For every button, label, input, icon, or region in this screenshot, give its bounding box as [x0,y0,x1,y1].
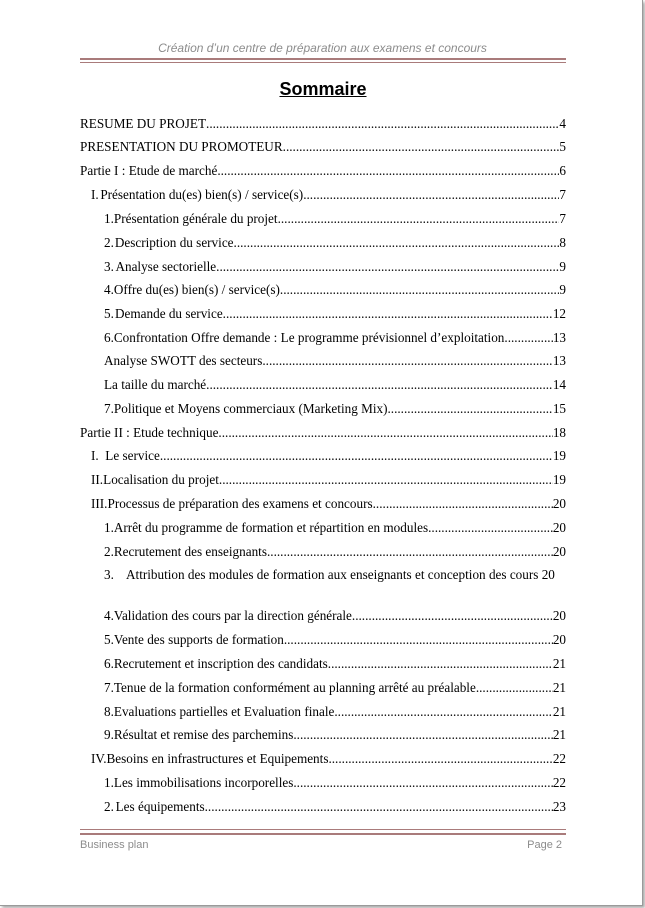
toc-entry[interactable] [104,679,566,696]
toc-leader-dots [328,655,553,672]
toc-entry-number: 3. [104,567,114,582]
toc-entry-page: 20 [552,544,566,559]
toc-entry-number: 3. [104,259,114,274]
toc-entry-page: 20 [552,496,566,511]
toc-entry-page: 13 [552,330,566,345]
toc-entry-label: Partie II : Etude technique [80,425,219,440]
toc-entry-page: 9 [559,282,566,297]
toc-entry-page: 19 [552,472,566,487]
toc-entry-page: 21 [552,680,566,695]
toc-entry-number: 4. [104,608,114,623]
toc-entry[interactable] [104,400,566,417]
toc-entry[interactable] [104,376,566,393]
toc-entry-label: Le service [105,448,160,463]
toc-entry-number: 7. [104,680,114,695]
toc-leader-dots [278,210,560,227]
toc-entry-number: 4. [104,282,114,297]
toc-entry-label: Demande du service [115,306,223,321]
toc-entry-number: 1. [104,775,114,790]
toc-leader-dots [280,281,560,298]
toc-entry-label: Analyse SWOTT des secteurs [104,353,263,368]
toc-entry-label: Evaluations partielles et Evaluation finale [113,704,335,719]
toc-entry-label: Présentation générale du projet [113,211,278,226]
toc-entry-page: 7 [559,187,566,202]
toc-entry[interactable] [104,607,566,624]
toc-entry[interactable] [104,234,566,251]
toc-entry-number: 1. [104,211,114,226]
toc-leader-dots [219,471,553,488]
toc-leader-dots [303,186,559,203]
page-title: Sommaire [279,79,367,99]
toc-entry-label: Tenue de la formation conformément au planning arrêté au préalable [113,680,476,695]
toc-entry[interactable] [91,447,566,464]
toc-entry[interactable] [104,352,566,369]
toc-entry-number: 2. [104,544,114,559]
toc-entry-label: Les immobilisations incorporelles [113,775,294,790]
toc-leader-dots [234,234,560,251]
toc-leader-dots [373,495,553,512]
toc-entry-page: 5 [559,139,566,154]
toc-entry-label: Description du service [114,235,234,250]
toc-entry[interactable] [104,305,566,322]
running-footer-left: Business plan [80,839,149,851]
toc-entry-label: La taille du marché [104,377,207,392]
toc-entry[interactable] [104,258,566,275]
toc-entry-label: Validation des cours par la direction générale [113,608,352,623]
toc-entry[interactable] [104,519,566,536]
toc-entry[interactable] [91,471,566,488]
toc-entry[interactable] [104,703,566,720]
toc-entry-page: 4 [559,116,566,131]
toc-entry-number: 2. [104,799,114,814]
toc-leader-dots [352,607,553,624]
toc-entry-page: 20 [552,520,566,535]
toc-leader-dots [160,447,553,464]
toc-entry[interactable] [104,655,566,672]
toc-entry-number: 7. [104,401,114,416]
toc-entry[interactable] [91,495,566,512]
toc-entry-page: 15 [552,401,566,416]
toc-entry-number: 8. [104,704,114,719]
toc-entry-page: 21 [552,727,566,742]
toc-leader-dots [387,400,552,417]
toc-entry[interactable] [104,281,566,298]
toc-entry[interactable] [91,186,566,203]
toc-entry-label: Processus de préparation des examens et concours [107,496,373,511]
toc-entry-label: Recrutement des enseignants [113,544,267,559]
toc-entry-label: Présentation du(es) bien(s) / service(s) [100,187,304,202]
toc-entry-page: 23 [552,799,566,814]
toc-leader-dots [293,726,552,743]
toc-entry-page: 21 [552,704,566,719]
header-rule-thick [80,58,566,60]
toc-entry-page: 20 [552,632,566,647]
toc-entry[interactable] [80,424,566,441]
running-header: Création d’un centre de préparation aux examens et concours [158,41,487,55]
toc-entry-number: 6. [104,656,114,671]
toc-entry-page: 7 [559,211,566,226]
toc-leader-dots [267,543,553,560]
page-number: Page 2 [527,839,562,851]
toc-entry[interactable] [104,774,566,791]
toc-entry-page: 12 [552,306,566,321]
toc-leader-dots [262,352,552,369]
toc-entry[interactable] [104,329,566,346]
toc-leader-dots [216,258,559,275]
toc-leader-dots [476,679,553,696]
toc-leader-dots [206,115,559,132]
toc-leader-dots [428,519,553,536]
toc-entry-number: 6. [104,330,114,345]
toc-entry[interactable] [104,210,566,227]
toc-entry[interactable] [80,162,566,179]
toc-entry[interactable] [104,631,566,648]
toc-entry[interactable] [104,798,566,815]
toc-entry-label: Partie I : Etude de marché [80,163,218,178]
toc-entry-label: Attribution des modules de formation aux enseignants et conception des cours [126,567,539,582]
toc-leader-dots [217,162,559,179]
toc-entry[interactable] [91,750,566,767]
toc-entry-page: 13 [552,353,566,368]
toc-entry-label: Localisation du projet [103,472,219,487]
toc-leader-dots [205,798,553,815]
toc-entry[interactable] [80,115,566,132]
toc-entry[interactable] [104,566,566,583]
toc-entry-label: Analyse sectorielle [115,259,217,274]
toc-entry-page: 8 [559,235,566,250]
toc-entry-label: Les équipements [115,799,205,814]
toc-entry-page: 22 [552,751,566,766]
toc-entry-label: Vente des supports de formation [113,632,284,647]
toc-leader-dots [218,424,552,441]
toc-entry-label: Résultat et remise des parchemins [113,727,294,742]
toc-entry-label: Arrêt du programme de formation et répartition en modules [113,520,429,535]
toc-entry-number: 9. [104,727,114,742]
toc-entry[interactable] [80,138,566,155]
toc-entry-label: Confrontation Offre demande : Le programme prévisionnel d’exploitation [113,330,505,345]
toc-entry-page: 20 [552,608,566,623]
toc-entry-number: I. [91,187,99,202]
toc-entry-number: 5. [104,632,114,647]
toc-entry-label: PRESENTATION DU PROMOTEUR [80,139,283,154]
toc-entry-number: 2. [104,235,114,250]
toc-entry-label: Politique et Moyens commerciaux (Marketing Mix) [113,401,388,416]
footer-rule-thick [80,833,566,835]
toc-entry-page: 22 [552,775,566,790]
footer-rule-thin [80,829,566,830]
toc-entry-label: RESUME DU PROJET [80,116,207,131]
toc-leader-dots [293,774,552,791]
toc-entry-number: IV. [91,751,107,766]
toc-entry-number: II. [91,472,104,487]
toc-entry-page: 21 [552,656,566,671]
toc-entry-label: Besoins en infrastructures et Equipements [106,751,329,766]
toc-entry-page: 20 [541,567,555,582]
toc-entry-number: III. [91,496,108,511]
toc-leader-dots [504,329,552,346]
toc-entry-page: 18 [552,425,566,440]
toc-entry-page: 19 [552,448,566,463]
toc-entry[interactable] [104,726,566,743]
toc-entry[interactable] [104,543,566,560]
toc-entry-number: 1. [104,520,114,535]
toc-entry-number: 5. [104,306,114,321]
toc-leader-dots [206,376,553,393]
toc-entry-label: Offre du(es) bien(s) / service(s) [113,282,280,297]
toc-entry-number: I. [91,448,99,463]
toc-leader-dots [328,750,552,767]
toc-entry-page: 9 [559,259,566,274]
toc-leader-dots [334,703,552,720]
toc-leader-dots [283,138,560,155]
toc-entry-label: Recrutement et inscription des candidats [113,656,328,671]
toc-leader-dots [284,631,553,648]
toc-entry-page: 14 [552,377,566,392]
toc-leader-dots [223,305,553,322]
header-rule-thin [80,62,566,63]
toc-entry-page: 6 [559,163,566,178]
